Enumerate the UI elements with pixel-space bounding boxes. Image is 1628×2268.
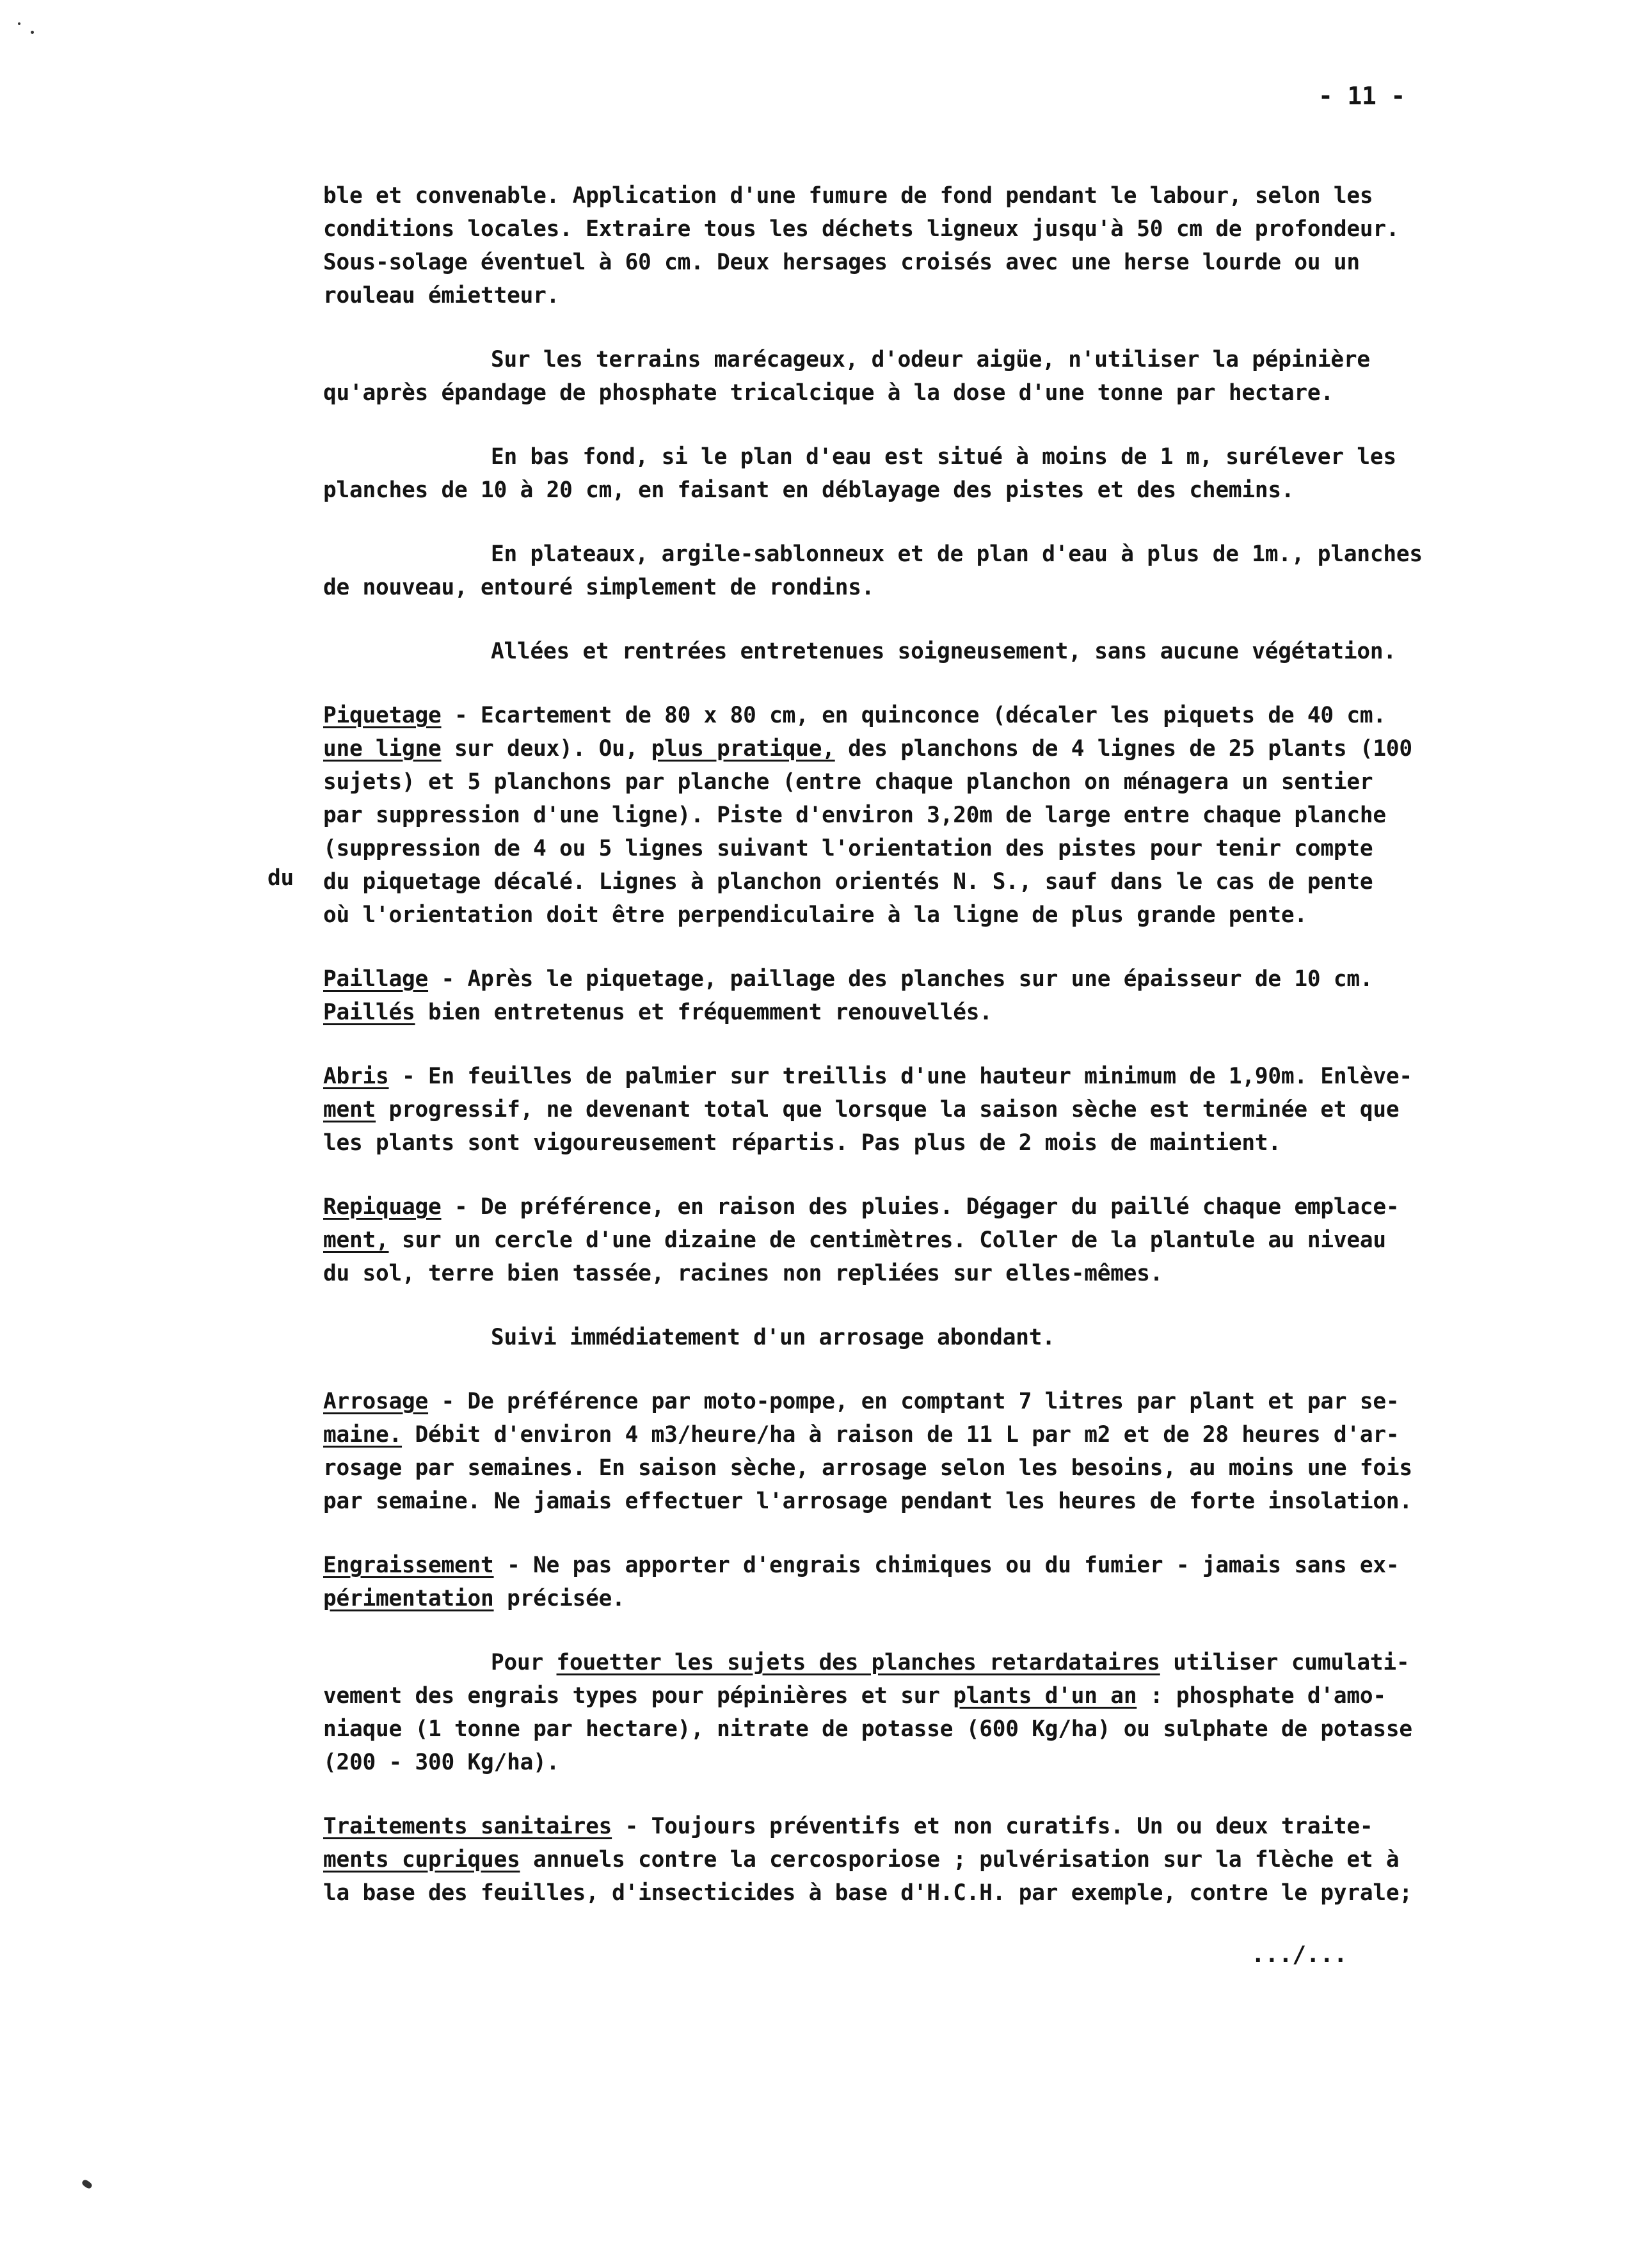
underlined-text: ments cupriques [323,1847,520,1873]
text-fragment: : phosphate d'amo- [1137,1683,1386,1709]
text-line: (200 - 300 Kg/ha). [323,1750,560,1775]
section-heading: Repiquage [323,1194,442,1220]
text-fragment: des planchons de 4 lignes de 25 plants (100 [834,736,1412,762]
paragraph-soil-preparation [323,179,1574,312]
section-paillage [323,962,1574,1029]
underlined-text: plus pratique, [651,736,835,762]
scan-speck [31,31,34,34]
text-line: planches de 10 à 20 cm, en faisant en déblayage des pistes et des chemins. [323,477,1295,503]
underlined-text: ment [323,1097,376,1122]
text-line: Traitements sanitaires - Toujours préventifs et non curatifs. Un ou deux traite- [323,1814,1373,1839]
section-heading: Traitements sanitaires [323,1814,612,1839]
text-fragment: Pour [491,1650,557,1675]
text-line: En plateaux, argile-sablonneux et de plan d'eau à plus de 1m., planches [491,541,1423,567]
paragraph-low-ground [323,440,1574,507]
underlined-text: fouetter les sujets des planches retardataires [556,1650,1160,1675]
section-repiquage [323,1190,1574,1290]
text-line: Piquetage - Ecartement de 80 x 80 cm, en quinconce (décaler les piquets de 40 cm. [323,703,1386,728]
text-line: du piquetage décalé. Lignes à planchon orientés N. S., sauf dans le cas de pente [323,869,1373,895]
paragraph-plateaux [323,538,1574,604]
text-fragment: utiliser cumulati- [1160,1650,1410,1675]
text-fragment: sur deux). Ou, [441,736,651,762]
text-line: conditions locales. Extraire tous les déchets ligneux jusqu'à 50 cm de profondeur. [323,216,1400,242]
text-line: maine. Débit d'environ 4 m3/heure/ha à raison de 11 L par m2 et de 28 heures d'ar- [323,1422,1400,1448]
paragraph-alleys [323,635,1574,668]
page-number: - 11 - [1318,82,1406,110]
paragraph-fertilizer-boost [323,1646,1574,1779]
text-line [323,1679,1574,1713]
scan-speck [18,22,20,25]
section-heading: Engraissement [323,1553,494,1578]
text-line: ment progressif, ne devenant total que lorsque la saison sèche est terminée et que [323,1097,1400,1122]
section-arrosage [323,1385,1574,1518]
text-line: Sous-solage éventuel à 60 cm. Deux hersages croisés avec une herse lourde ou un [323,250,1360,275]
text-line: En bas fond, si le plan d'eau est situé à moins de 1 m, surélever les [491,444,1396,470]
text-line: Suivi immédiatement d'un arrosage abondant. [491,1325,1055,1350]
text-line: rouleau émietteur. [323,283,560,308]
text-line: par suppression d'une ligne). Piste d'environ 3,20m de large entre chaque planche [323,803,1386,828]
underlined-text: maine. [323,1422,403,1448]
text-fragment: vement des engrais types pour pépinières et sur [323,1683,954,1709]
underlined-text: périmentation [323,1586,494,1611]
text-line: les plants sont vigoureusement répartis. Pas plus de 2 mois de maintient. [323,1130,1281,1156]
text-line: ment, sur un cercle d'une dizaine de centimètres. Coller de la plantule au niveau [323,1227,1386,1253]
section-engraissement [323,1549,1574,1615]
continuation-marker: .../... [1251,1942,1348,1968]
text-line: ments cupriques annuels contre la cercosporiose ; pulvérisation sur la flèche et à [323,1847,1400,1873]
text-line: Sur les terrains marécageux, d'odeur aigüe, n'utiliser la pépinière [491,347,1370,372]
text-line [323,1646,1574,1679]
text-line: Allées et rentrées entretenues soigneusement, sans aucune végétation. [491,639,1396,664]
text-line: Arrosage - De préférence par moto-pompe, en comptant 7 litres par plant et par se- [323,1389,1400,1414]
text-line: du sol, terre bien tassée, racines non repliées sur elles-mêmes. [323,1261,1163,1286]
paragraph-watering-followup [323,1321,1574,1354]
underlined-text: Paillés [323,1000,415,1025]
text-line: Abris - En feuilles de palmier sur treillis d'une hauteur minimum de 1,90m. Enlève- [323,1064,1412,1089]
section-abris [323,1060,1574,1160]
section-piquetage [323,699,1574,932]
text-line [323,732,1574,765]
text-line: qu'après épandage de phosphate tricalcique à la dose d'une tonne par hectare. [323,380,1334,406]
document-body [323,179,1574,1940]
section-heading: Piquetage [323,703,442,728]
section-traitements-sanitaires [323,1810,1574,1910]
underlined-text: ment, [323,1227,389,1253]
section-heading: Abris [323,1064,389,1089]
paragraph-marshy-terrain [323,343,1574,410]
underlined-text: plants d'un an [953,1683,1137,1709]
margin-annotation: du [267,865,294,891]
text-line: Paillés bien entretenus et fréquemment renouvellés. [323,1000,993,1025]
text-line: où l'orientation doit être perpendiculaire à la ligne de plus grande pente. [323,902,1307,928]
underlined-text: une ligne [323,736,442,762]
text-line: périmentation précisée. [323,1586,625,1611]
text-line: Repiquage - De préférence, en raison des pluies. Dégager du paillé chaque emplace- [323,1194,1400,1220]
text-line: de nouveau, entouré simplement de rondins. [323,575,875,600]
text-line: par semaine. Ne jamais effectuer l'arrosage pendant les heures de forte insolation. [323,1489,1412,1514]
text-line: (suppression de 4 ou 5 lignes suivant l'orientation des pistes pour tenir compte [323,836,1373,861]
text-line: Paillage - Après le piquetage, paillage des planches sur une épaisseur de 10 cm. [323,966,1373,992]
text-line: la base des feuilles, d'insecticides à base d'H.C.H. par exemple, contre le pyrale; [323,1880,1412,1906]
text-line: sujets) et 5 planchons par planche (entre chaque planchon on ménagera un sentier [323,769,1373,795]
scan-speck [81,2178,93,2189]
text-line: rosage par semaines. En saison sèche, arrosage selon les besoins, au moins une fois [323,1455,1412,1481]
text-line: niaque (1 tonne par hectare), nitrate de potasse (600 Kg/ha) ou sulphate de potasse [323,1716,1412,1742]
section-heading: Paillage [323,966,429,992]
text-line: ble et convenable. Application d'une fumure de fond pendant le labour, selon les [323,183,1373,209]
section-heading: Arrosage [323,1389,429,1414]
text-line: Engraissement - Ne pas apporter d'engrais chimiques ou du fumier - jamais sans ex- [323,1553,1400,1578]
